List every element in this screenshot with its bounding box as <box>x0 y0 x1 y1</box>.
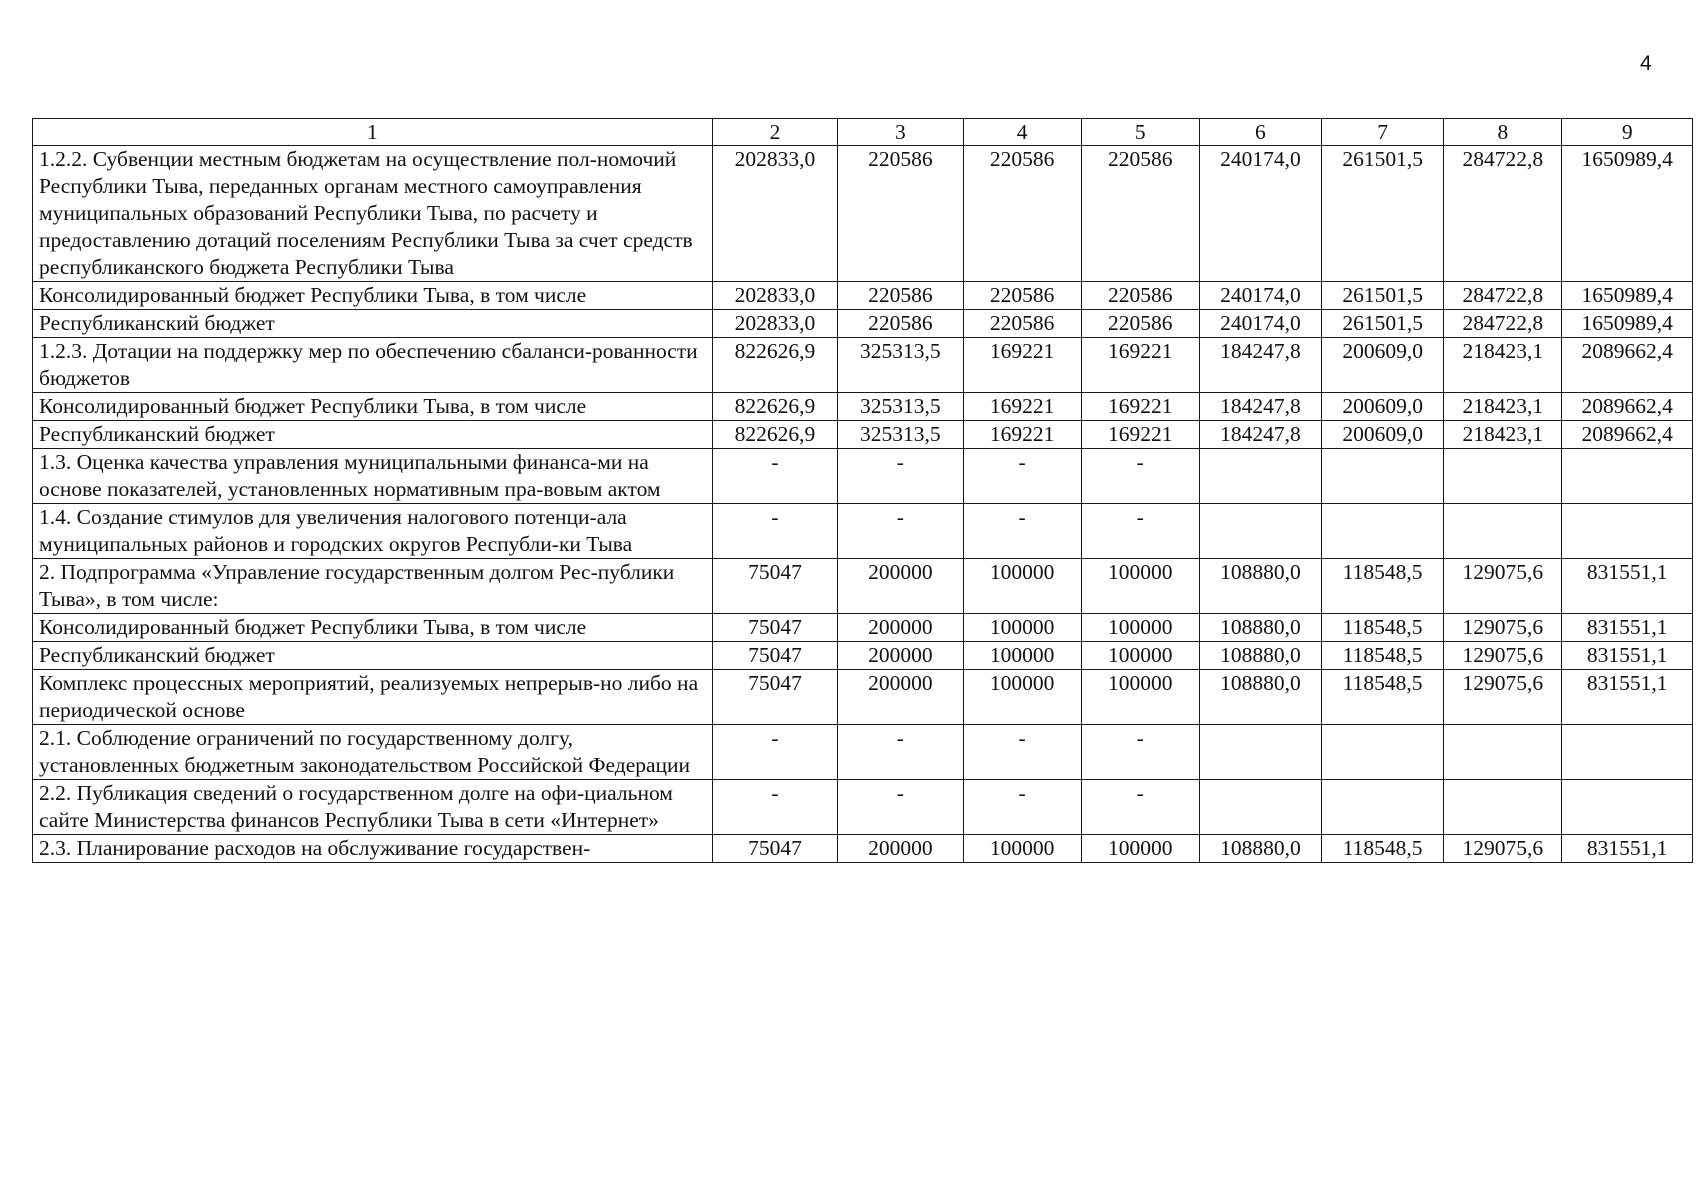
row-label: Комплекс процессных мероприятий, реализуемых непрерыв-но либо на периодической основе <box>33 670 713 725</box>
value-cell: 100000 <box>1081 670 1199 725</box>
value-cell <box>1199 780 1321 835</box>
value-cell <box>1199 449 1321 504</box>
value-cell: 108880,0 <box>1199 835 1321 863</box>
value-cell: 831551,1 <box>1562 614 1693 642</box>
value-cell: - <box>838 449 963 504</box>
row-label: Республиканский бюджет <box>33 310 713 338</box>
table-row <box>33 780 1693 835</box>
value-cell: 129075,6 <box>1444 559 1562 614</box>
value-cell: 1650989,4 <box>1562 282 1693 310</box>
value-cell: 200000 <box>838 835 963 863</box>
value-cell: 200000 <box>838 559 963 614</box>
row-label: 1.3. Оценка качества управления муниципальными финанса-ми на основе показателей, установленных нормативным пра-вовым актом <box>33 449 713 504</box>
value-cell: - <box>963 504 1081 559</box>
page-number: 4 <box>1640 52 1652 75</box>
value-cell: 325313,5 <box>838 393 963 421</box>
row-label: Консолидированный бюджет Республики Тыва, в том числе <box>33 282 713 310</box>
value-cell: 831551,1 <box>1562 642 1693 670</box>
column-header: 2 <box>712 119 837 146</box>
value-cell <box>1562 725 1693 780</box>
value-cell: 100000 <box>963 559 1081 614</box>
table-row <box>33 338 1693 393</box>
value-cell: 220586 <box>1081 310 1199 338</box>
value-cell: 831551,1 <box>1562 835 1693 863</box>
value-cell: 118548,5 <box>1322 670 1444 725</box>
value-cell: - <box>712 780 837 835</box>
value-cell: 261501,5 <box>1322 310 1444 338</box>
value-cell: 1650989,4 <box>1562 310 1693 338</box>
row-label: 2.1. Соблюдение ограничений по государственному долгу, установленных бюджетным законодательством Российской Федерации <box>33 725 713 780</box>
value-cell: - <box>712 449 837 504</box>
value-cell: 100000 <box>1081 559 1199 614</box>
value-cell: 100000 <box>963 835 1081 863</box>
value-cell: 284722,8 <box>1444 310 1562 338</box>
value-cell: 100000 <box>1081 835 1199 863</box>
value-cell: - <box>712 504 837 559</box>
table-row <box>33 642 1693 670</box>
value-cell: 169221 <box>1081 393 1199 421</box>
column-header: 1 <box>33 119 713 146</box>
value-cell: 200609,0 <box>1322 421 1444 449</box>
value-cell: 118548,5 <box>1322 614 1444 642</box>
value-cell: 118548,5 <box>1322 835 1444 863</box>
value-cell: 325313,5 <box>838 421 963 449</box>
row-label: Республиканский бюджет <box>33 642 713 670</box>
value-cell: 218423,1 <box>1444 338 1562 393</box>
value-cell: 261501,5 <box>1322 282 1444 310</box>
value-cell: 220586 <box>963 146 1081 282</box>
table-row <box>33 421 1693 449</box>
value-cell: 261501,5 <box>1322 146 1444 282</box>
value-cell: 108880,0 <box>1199 614 1321 642</box>
value-cell: 169221 <box>963 338 1081 393</box>
value-cell: 75047 <box>712 835 837 863</box>
value-cell: 100000 <box>963 614 1081 642</box>
value-cell <box>1322 449 1444 504</box>
value-cell: - <box>963 780 1081 835</box>
value-cell <box>1322 504 1444 559</box>
table-row <box>33 725 1693 780</box>
value-cell: 822626,9 <box>712 421 837 449</box>
value-cell: 100000 <box>1081 642 1199 670</box>
row-label: 1.4. Создание стимулов для увеличения налогового потенци-ала муниципальных районов и городских округов Республи-ки Тыва <box>33 504 713 559</box>
value-cell: - <box>1081 780 1199 835</box>
row-label: Консолидированный бюджет Республики Тыва, в том числе <box>33 393 713 421</box>
value-cell <box>1444 504 1562 559</box>
value-cell: 2089662,4 <box>1562 338 1693 393</box>
value-cell: 169221 <box>1081 338 1199 393</box>
value-cell: 169221 <box>1081 421 1199 449</box>
value-cell: 202833,0 <box>712 146 837 282</box>
row-label: 2.2. Публикация сведений о государственном долге на офи-циальном сайте Министерства финансов Республики Тыва в сети «Интернет» <box>33 780 713 835</box>
value-cell: - <box>712 725 837 780</box>
column-header: 7 <box>1322 119 1444 146</box>
value-cell: 184247,8 <box>1199 393 1321 421</box>
value-cell: 831551,1 <box>1562 670 1693 725</box>
value-cell: 118548,5 <box>1322 559 1444 614</box>
value-cell: 202833,0 <box>712 282 837 310</box>
value-cell: - <box>838 504 963 559</box>
value-cell <box>1322 780 1444 835</box>
value-cell: 220586 <box>963 282 1081 310</box>
value-cell: 220586 <box>1081 146 1199 282</box>
column-header: 3 <box>838 119 963 146</box>
value-cell: 218423,1 <box>1444 421 1562 449</box>
value-cell: 200609,0 <box>1322 393 1444 421</box>
value-cell: 200000 <box>838 642 963 670</box>
row-label: Республиканский бюджет <box>33 421 713 449</box>
value-cell: 2089662,4 <box>1562 421 1693 449</box>
value-cell: 284722,8 <box>1444 146 1562 282</box>
row-label: 1.2.2. Субвенции местным бюджетам на осуществление пол-номочий Республики Тыва, переданных органам местного самоуправления муниципальных образований Республики Тыва, по расчету и предоставлению дотаций поселениям Республики Тыва за счет средств республиканского бюджета Республики Тыва <box>33 146 713 282</box>
value-cell: 75047 <box>712 559 837 614</box>
value-cell: 169221 <box>963 421 1081 449</box>
value-cell: 184247,8 <box>1199 421 1321 449</box>
table-row <box>33 835 1693 863</box>
value-cell: 822626,9 <box>712 338 837 393</box>
row-label: Консолидированный бюджет Республики Тыва, в том числе <box>33 614 713 642</box>
value-cell: 220586 <box>1081 282 1199 310</box>
table-row <box>33 146 1693 282</box>
value-cell <box>1199 725 1321 780</box>
value-cell <box>1199 504 1321 559</box>
value-cell: 240174,0 <box>1199 146 1321 282</box>
table-row <box>33 670 1693 725</box>
column-header: 5 <box>1081 119 1199 146</box>
value-cell: 108880,0 <box>1199 559 1321 614</box>
value-cell: 108880,0 <box>1199 670 1321 725</box>
table-row <box>33 559 1693 614</box>
table-row <box>33 393 1693 421</box>
value-cell <box>1322 725 1444 780</box>
column-header: 6 <box>1199 119 1321 146</box>
value-cell: 169221 <box>963 393 1081 421</box>
value-cell: 129075,6 <box>1444 614 1562 642</box>
value-cell: 100000 <box>1081 614 1199 642</box>
value-cell: 220586 <box>838 282 963 310</box>
value-cell: - <box>1081 504 1199 559</box>
value-cell: 220586 <box>838 146 963 282</box>
value-cell: 1650989,4 <box>1562 146 1693 282</box>
value-cell: 831551,1 <box>1562 559 1693 614</box>
value-cell: 240174,0 <box>1199 282 1321 310</box>
value-cell: - <box>838 780 963 835</box>
value-cell: 100000 <box>963 670 1081 725</box>
value-cell <box>1444 725 1562 780</box>
value-cell: 184247,8 <box>1199 338 1321 393</box>
value-cell: 200000 <box>838 670 963 725</box>
value-cell <box>1562 780 1693 835</box>
value-cell: - <box>1081 725 1199 780</box>
value-cell: 822626,9 <box>712 393 837 421</box>
table-header-row <box>33 119 1693 146</box>
row-label: 2. Подпрограмма «Управление государственным долгом Рес-публики Тыва», в том числе: <box>33 559 713 614</box>
value-cell: 220586 <box>838 310 963 338</box>
value-cell <box>1444 780 1562 835</box>
value-cell: - <box>963 725 1081 780</box>
value-cell <box>1562 449 1693 504</box>
value-cell: 240174,0 <box>1199 310 1321 338</box>
table-row <box>33 282 1693 310</box>
value-cell: - <box>1081 449 1199 504</box>
table-row <box>33 504 1693 559</box>
value-cell: 218423,1 <box>1444 393 1562 421</box>
column-header: 4 <box>963 119 1081 146</box>
value-cell <box>1444 449 1562 504</box>
value-cell: - <box>838 725 963 780</box>
table-row <box>33 449 1693 504</box>
value-cell: 284722,8 <box>1444 282 1562 310</box>
row-label: 2.3. Планирование расходов на обслуживание государствен- <box>33 835 713 863</box>
table-row <box>33 310 1693 338</box>
value-cell: 2089662,4 <box>1562 393 1693 421</box>
value-cell: 75047 <box>712 670 837 725</box>
column-header: 8 <box>1444 119 1562 146</box>
value-cell: 100000 <box>963 642 1081 670</box>
value-cell: 75047 <box>712 642 837 670</box>
value-cell: - <box>963 449 1081 504</box>
value-cell: 200609,0 <box>1322 338 1444 393</box>
value-cell <box>1562 504 1693 559</box>
value-cell: 129075,6 <box>1444 642 1562 670</box>
value-cell: 325313,5 <box>838 338 963 393</box>
value-cell: 118548,5 <box>1322 642 1444 670</box>
value-cell: 202833,0 <box>712 310 837 338</box>
column-header: 9 <box>1562 119 1693 146</box>
value-cell: 129075,6 <box>1444 670 1562 725</box>
budget-table <box>32 118 1693 863</box>
value-cell: 220586 <box>963 310 1081 338</box>
row-label: 1.2.3. Дотации на поддержку мер по обеспечению сбаланси-рованности бюджетов <box>33 338 713 393</box>
value-cell: 108880,0 <box>1199 642 1321 670</box>
table-row <box>33 614 1693 642</box>
value-cell: 200000 <box>838 614 963 642</box>
value-cell: 129075,6 <box>1444 835 1562 863</box>
value-cell: 75047 <box>712 614 837 642</box>
